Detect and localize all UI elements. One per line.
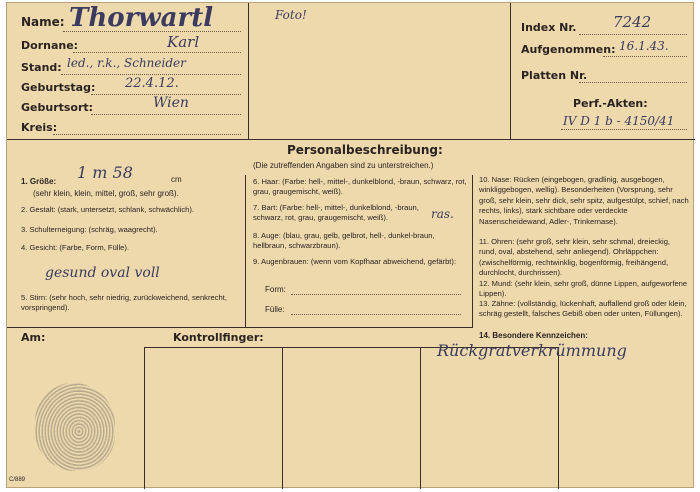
bart-field: 7. Bart: (Farbe: hell-, mittel-, dunkelblond, -braun, schwarz, rot, grau, graugemischt, weiß). — [253, 203, 419, 223]
divider-line — [510, 3, 511, 140]
form-code: C/889 — [9, 477, 26, 483]
persakten-value: IV D 1 b - 4150/41 — [563, 114, 675, 128]
geburtsort-value: Wien — [153, 95, 189, 111]
bart-value: ras. — [431, 207, 454, 221]
groesse-value: 1 m 58 — [77, 163, 133, 182]
divider-line — [558, 347, 559, 489]
besondere-value: Rückgratverkrümmung — [437, 341, 627, 360]
kontrollfinger-label: Kontrollfinger: — [173, 331, 264, 344]
name-label: Name: — [21, 15, 65, 29]
nase-field: 10. Nase: Rücken (eingebogen, gradlinig, ausgebogen, winkliggebogen, wellig). Besonderheiten (Vorsprung, sehr groß, sehr klein, sehr dick, sehr spitz, aufgestülpt, schief, nach rechts, links), stark sichtbare oder verdeckte Nasenscheidewand, Adler-, Trinkernase). — [479, 175, 689, 226]
groesse-options: (sehr klein, klein, mittel, groß, sehr groß). — [33, 189, 179, 198]
mund-field: 12. Mund: (sehr klein, sehr groß, dünne Lippen, aufgeworfene Lippen). — [479, 279, 688, 299]
groesse-label: 1. Größe: — [21, 177, 57, 186]
divider-line — [7, 327, 472, 328]
dotted-line — [53, 134, 241, 135]
dotted-line — [579, 34, 687, 35]
besondere-label: 14. Besondere Kennzeichen: — [479, 331, 588, 340]
divider-line — [7, 139, 695, 140]
stand-label: Stand: — [21, 61, 62, 74]
dotted-line — [579, 82, 687, 83]
schulterneigung-field: 3. Schulterneigung: (schräg, waagrecht). — [21, 225, 158, 234]
aufgenommen-value: 16.1.43. — [619, 39, 669, 53]
divider-line — [282, 347, 283, 489]
gestalt-field: 2. Gestalt: (stark, untersetzt, schlank, schwächlich). — [21, 205, 195, 214]
dotted-line — [603, 56, 687, 57]
divider-line — [245, 175, 246, 328]
geburtsort-label: Geburtsort: — [21, 101, 94, 114]
am-label: Am: — [21, 331, 46, 344]
dotted-line — [291, 294, 461, 295]
dotted-line — [291, 314, 461, 315]
vorname-value: Karl — [167, 33, 200, 51]
divider-line — [420, 347, 421, 489]
aufgenommen-label: Aufgenommen: — [521, 43, 616, 56]
groesse-unit: cm — [171, 175, 182, 184]
haar-field: 6. Haar: (Farbe: hell-, mittel-, dunkelblond, -braun, schwarz, rot, grau, graugemischt, weiß). — [253, 177, 467, 197]
dotted-line — [561, 129, 687, 130]
personal-record-card — [6, 2, 694, 488]
auge-field: 8. Auge: (blau, grau, gelb, gelbrot, hell-, dunkel-braun, hellbraun, schwarzbraun). — [253, 231, 435, 251]
dotted-line — [63, 31, 241, 32]
divider-line — [248, 3, 249, 140]
dotted-line — [61, 74, 241, 75]
zaehne-field: 13. Zähne: (vollständig, lückenhaft, auffallend groß oder klein, schräg gestellt, falsches Gebiß oben oder unten, Füllungen). — [479, 299, 687, 319]
fingerprint-image — [35, 383, 115, 471]
foto-note: Foto! — [275, 8, 307, 22]
geburtstag-value: 22.4.12. — [125, 76, 179, 91]
stand-value: led., r.k., Schneider — [67, 56, 186, 70]
divider-line — [472, 175, 473, 328]
dotted-line — [73, 52, 241, 53]
vorname-label: Dornane: — [21, 39, 79, 52]
geburtstag-label: Geburtstag: — [21, 81, 96, 94]
fuelle-label: Fülle: — [265, 305, 285, 314]
name-value: Thorwartl — [69, 3, 214, 33]
persakten-label: Perf.-Akten: — [573, 97, 648, 110]
kreis-label: Kreis: — [21, 121, 58, 134]
divider-line — [144, 347, 145, 489]
index-value: 7242 — [613, 13, 652, 31]
ohren-field: 11. Ohren: (sehr groß, sehr klein, sehr schmal, dreieckig, rund, oval, abstehend, sehr anliegend). Ohrläppchen: (zwischelförmig, rechtwinklig, bogenförmig, freihängend, durchlocht, durchrissen). — [479, 237, 671, 278]
form-label: Form: — [265, 285, 286, 294]
personal-title: Personalbeschreibung: — [287, 143, 443, 157]
dotted-line — [91, 114, 241, 115]
gesicht-field: 4. Gesicht: (Farbe, Form, Fülle). — [21, 243, 130, 252]
augenbrauen-field: 9. Augenbrauen: (wenn vom Kopfhaar abweichend, gefärbt): — [253, 257, 457, 266]
personal-subtitle: (Die zutreffenden Angaben sind zu unterstreichen.) — [253, 161, 434, 170]
index-label: Index Nr. — [521, 21, 577, 34]
gesicht-value: gesund oval voll — [45, 265, 160, 281]
stirn-field: 5. Stirn: (sehr hoch, sehr niedrig, zurückweichend, senkrecht, vorspringend). — [21, 293, 227, 313]
platten-label: Platten Nr. — [521, 69, 588, 82]
